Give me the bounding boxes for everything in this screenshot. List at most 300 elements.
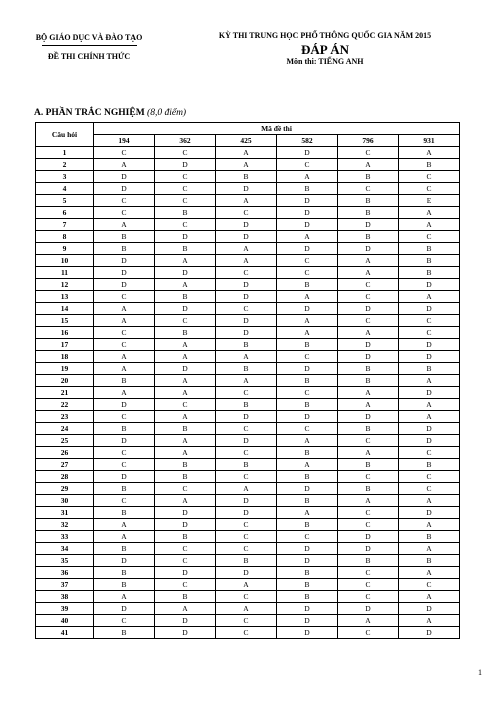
answer-cell: B — [94, 567, 155, 579]
answer-cell: C — [94, 495, 155, 507]
answer-cell: A — [94, 387, 155, 399]
ministry-name: BỘ GIÁO DỤC VÀ ĐÀO TẠO — [35, 33, 143, 42]
answer-cell: D — [277, 615, 338, 627]
answer-cell: D — [338, 531, 399, 543]
answer-cell: C — [216, 387, 277, 399]
table-row — [36, 603, 460, 615]
exam-code: 362 — [155, 135, 216, 147]
answer-cell: B — [94, 231, 155, 243]
answer-cell: C — [216, 447, 277, 459]
answer-cell: B — [155, 207, 216, 219]
answer-cell: B — [338, 195, 399, 207]
answer-cell: B — [216, 555, 277, 567]
table-row — [36, 591, 460, 603]
answer-cell: A — [94, 315, 155, 327]
answer-cell: C — [216, 519, 277, 531]
answer-cell: D — [155, 627, 216, 639]
table-row — [36, 375, 460, 387]
table-row — [36, 183, 460, 195]
answer-cell: D — [94, 471, 155, 483]
answer-cell: A — [94, 159, 155, 171]
answer-cell: B — [399, 459, 460, 471]
question-number: 3 — [36, 171, 94, 183]
answer-cell: B — [155, 243, 216, 255]
question-number: 33 — [36, 531, 94, 543]
answer-cell: C — [277, 423, 338, 435]
official-label: ĐỀ THI CHÍNH THỨC — [47, 52, 131, 62]
answer-cell: A — [277, 171, 338, 183]
answer-cell: A — [338, 267, 399, 279]
answer-cell: A — [94, 303, 155, 315]
exam-code: 194 — [94, 135, 155, 147]
exam-code: 931 — [399, 135, 460, 147]
answer-cell: A — [277, 435, 338, 447]
answer-cell: D — [338, 603, 399, 615]
exam-title: KỲ THI TRUNG HỌC PHỔ THÔNG QUỐC GIA NĂM 2015 — [218, 31, 432, 40]
code-row — [36, 135, 460, 147]
answer-cell: A — [338, 327, 399, 339]
answer-cell: D — [277, 483, 338, 495]
question-number: 25 — [36, 435, 94, 447]
answer-cell: C — [94, 339, 155, 351]
answer-cell: D — [94, 435, 155, 447]
answer-cell: A — [216, 483, 277, 495]
table-row — [36, 507, 460, 519]
question-number: 18 — [36, 351, 94, 363]
answer-cell: A — [155, 387, 216, 399]
answer-cell: D — [338, 351, 399, 363]
table-row — [36, 207, 460, 219]
answer-cell: C — [94, 447, 155, 459]
question-number: 37 — [36, 579, 94, 591]
answer-cell: C — [338, 507, 399, 519]
answer-cell: C — [338, 579, 399, 591]
answer-cell: C — [216, 471, 277, 483]
answer-cell: B — [338, 231, 399, 243]
answer-cell: C — [94, 459, 155, 471]
question-number: 41 — [36, 627, 94, 639]
question-number: 11 — [36, 267, 94, 279]
answer-cell: B — [338, 555, 399, 567]
question-number: 17 — [36, 339, 94, 351]
answer-cell: C — [277, 531, 338, 543]
header-rule — [42, 45, 137, 46]
answer-cell: D — [277, 603, 338, 615]
table-row — [36, 147, 460, 159]
answer-cell: A — [399, 147, 460, 159]
question-number: 35 — [36, 555, 94, 567]
table-row — [36, 459, 460, 471]
answer-cell: B — [277, 339, 338, 351]
table-row — [36, 447, 460, 459]
answer-key-table — [35, 122, 460, 639]
question-number: 32 — [36, 519, 94, 531]
section-title: A. PHẦN TRẮC NGHIỆM — [34, 108, 145, 118]
exam-code: 796 — [338, 135, 399, 147]
answer-cell: A — [399, 399, 460, 411]
question-number: 10 — [36, 255, 94, 267]
question-number: 9 — [36, 243, 94, 255]
table-row — [36, 243, 460, 255]
answer-cell: B — [216, 171, 277, 183]
answer-cell: C — [277, 351, 338, 363]
answer-cell: D — [399, 423, 460, 435]
answer-cell: A — [155, 495, 216, 507]
answer-cell: C — [277, 255, 338, 267]
table-row — [36, 411, 460, 423]
answer-cell: A — [338, 387, 399, 399]
question-number: 13 — [36, 291, 94, 303]
answer-cell: C — [399, 183, 460, 195]
answer-cell: C — [216, 267, 277, 279]
answer-cell: D — [94, 183, 155, 195]
answer-cell: B — [338, 363, 399, 375]
answer-cell: D — [94, 267, 155, 279]
table-row — [36, 279, 460, 291]
answer-cell: B — [277, 591, 338, 603]
answer-cell: B — [399, 255, 460, 267]
answer-cell: B — [399, 555, 460, 567]
answer-cell: B — [216, 363, 277, 375]
answer-cell: B — [277, 279, 338, 291]
answer-cell: D — [277, 195, 338, 207]
answer-cell: D — [155, 615, 216, 627]
answer-cell: A — [338, 615, 399, 627]
answer-cell: C — [399, 171, 460, 183]
answer-cell: C — [399, 579, 460, 591]
answer-cell: C — [216, 591, 277, 603]
answer-cell: D — [216, 231, 277, 243]
answer-cell: B — [216, 339, 277, 351]
answer-cell: C — [216, 543, 277, 555]
answer-cell: D — [338, 339, 399, 351]
answer-cell: D — [399, 387, 460, 399]
answer-cell: D — [399, 303, 460, 315]
answer-cell: B — [94, 627, 155, 639]
table-row — [36, 399, 460, 411]
answer-cell: A — [277, 327, 338, 339]
answer-cell: D — [155, 303, 216, 315]
answer-cell: A — [94, 363, 155, 375]
answer-cell: B — [277, 567, 338, 579]
answer-cell: B — [338, 375, 399, 387]
question-number: 24 — [36, 423, 94, 435]
answer-cell: C — [155, 183, 216, 195]
answer-cell: C — [155, 195, 216, 207]
answer-cell: A — [338, 255, 399, 267]
answer-cell: B — [277, 183, 338, 195]
answer-cell: B — [338, 483, 399, 495]
answer-cell: D — [94, 171, 155, 183]
answer-cell: C — [338, 147, 399, 159]
question-number: 26 — [36, 447, 94, 459]
answer-cell: C — [216, 303, 277, 315]
answer-cell: D — [399, 351, 460, 363]
answer-cell: D — [155, 231, 216, 243]
question-number: 5 — [36, 195, 94, 207]
answer-cell: D — [155, 519, 216, 531]
answer-cell: A — [338, 495, 399, 507]
answer-cell: A — [399, 591, 460, 603]
answer-cell: A — [94, 219, 155, 231]
answer-cell: C — [338, 627, 399, 639]
answer-cell: D — [399, 339, 460, 351]
table-row — [36, 483, 460, 495]
table-row — [36, 363, 460, 375]
question-number: 16 — [36, 327, 94, 339]
table-row — [36, 543, 460, 555]
answer-cell: B — [94, 579, 155, 591]
answer-cell: B — [277, 495, 338, 507]
answer-cell: E — [399, 195, 460, 207]
answer-cell: D — [155, 567, 216, 579]
answer-cell: D — [277, 411, 338, 423]
answer-cell: B — [94, 507, 155, 519]
table-row — [36, 315, 460, 327]
answer-cell: B — [155, 591, 216, 603]
answer-cell: A — [155, 411, 216, 423]
answer-cell: D — [216, 495, 277, 507]
question-number: 27 — [36, 459, 94, 471]
answer-cell: C — [338, 591, 399, 603]
answer-cell: C — [216, 207, 277, 219]
answer-cell: C — [155, 483, 216, 495]
answer-cell: C — [155, 315, 216, 327]
table-row — [36, 255, 460, 267]
answer-cell: C — [399, 483, 460, 495]
answer-cell: A — [155, 339, 216, 351]
answer-cell: D — [338, 303, 399, 315]
answer-cell: B — [155, 291, 216, 303]
answer-cell: A — [277, 507, 338, 519]
answer-cell: B — [277, 375, 338, 387]
answer-cell: A — [277, 231, 338, 243]
answer-cell: A — [216, 579, 277, 591]
answer-cell: B — [94, 483, 155, 495]
table-row — [36, 579, 460, 591]
question-number: 6 — [36, 207, 94, 219]
answer-cell: D — [338, 219, 399, 231]
answer-cell: C — [216, 531, 277, 543]
answer-cell: D — [277, 555, 338, 567]
answer-cell: D — [216, 219, 277, 231]
answer-cell: C — [277, 159, 338, 171]
question-number: 15 — [36, 315, 94, 327]
answer-cell: B — [277, 579, 338, 591]
answer-cell: C — [399, 327, 460, 339]
table-row — [36, 615, 460, 627]
exam-code: 425 — [216, 135, 277, 147]
answer-cell: B — [399, 267, 460, 279]
answer-cell: D — [399, 279, 460, 291]
table-row — [36, 171, 460, 183]
answer-cell: B — [155, 459, 216, 471]
answer-cell: B — [94, 243, 155, 255]
answer-cell: B — [216, 399, 277, 411]
answer-cell: C — [155, 555, 216, 567]
answer-cell: D — [155, 363, 216, 375]
answer-cell: D — [94, 255, 155, 267]
table-row — [36, 195, 460, 207]
table-row — [36, 219, 460, 231]
table-row — [36, 351, 460, 363]
answer-cell: D — [216, 279, 277, 291]
answer-cell: A — [155, 447, 216, 459]
answer-cell: D — [155, 507, 216, 519]
answer-cell: A — [399, 519, 460, 531]
answer-cell: D — [155, 267, 216, 279]
answer-cell: D — [277, 543, 338, 555]
table-row — [36, 339, 460, 351]
answer-cell: C — [94, 411, 155, 423]
question-number: 1 — [36, 147, 94, 159]
answer-cell: A — [399, 615, 460, 627]
answer-cell: C — [94, 195, 155, 207]
answer-cell: A — [216, 243, 277, 255]
answer-cell: C — [338, 519, 399, 531]
answer-cell: B — [399, 243, 460, 255]
answer-cell: B — [277, 519, 338, 531]
section-points: (8,0 điểm) — [147, 108, 187, 118]
answer-cell: C — [94, 147, 155, 159]
question-number: 38 — [36, 591, 94, 603]
answer-cell: C — [155, 147, 216, 159]
table-row — [36, 387, 460, 399]
answer-cell: D — [216, 183, 277, 195]
answer-cell: C — [399, 471, 460, 483]
question-number: 39 — [36, 603, 94, 615]
answer-cell: A — [399, 375, 460, 387]
answer-cell: A — [216, 255, 277, 267]
question-number: 30 — [36, 495, 94, 507]
question-header: Câu hỏi — [36, 123, 94, 147]
question-number: 21 — [36, 387, 94, 399]
question-number: 4 — [36, 183, 94, 195]
exam-code: 582 — [277, 135, 338, 147]
table-row — [36, 231, 460, 243]
answer-cell: C — [399, 315, 460, 327]
answer-title: ĐÁP ÁN — [300, 41, 350, 57]
answer-cell: A — [277, 315, 338, 327]
answer-cell: D — [277, 363, 338, 375]
answer-cell: C — [155, 171, 216, 183]
question-number: 14 — [36, 303, 94, 315]
answer-cell: D — [277, 627, 338, 639]
answer-cell: D — [94, 399, 155, 411]
answer-cell: D — [94, 555, 155, 567]
question-number: 28 — [36, 471, 94, 483]
answer-cell: C — [155, 399, 216, 411]
answer-cell: A — [399, 219, 460, 231]
answer-cell: A — [155, 375, 216, 387]
subject-label: Môn thi: TIẾNG ANH — [286, 57, 364, 67]
answer-cell: A — [216, 603, 277, 615]
answer-cell: B — [94, 543, 155, 555]
table-row — [36, 471, 460, 483]
answer-cell: A — [277, 459, 338, 471]
answer-cell: C — [338, 471, 399, 483]
answer-cell: B — [399, 159, 460, 171]
question-number: 29 — [36, 483, 94, 495]
answer-cell: D — [94, 603, 155, 615]
table-row — [36, 267, 460, 279]
answer-cell: C — [155, 579, 216, 591]
answer-cell: B — [338, 423, 399, 435]
answer-cell: D — [277, 207, 338, 219]
answer-cell: D — [338, 543, 399, 555]
answer-cell: A — [155, 255, 216, 267]
answer-cell: A — [399, 543, 460, 555]
section-heading — [34, 108, 186, 118]
answer-cell: C — [399, 231, 460, 243]
table-row — [36, 555, 460, 567]
answer-cell: D — [399, 435, 460, 447]
table-header-row — [36, 123, 460, 135]
question-number: 40 — [36, 615, 94, 627]
answer-cell: B — [399, 363, 460, 375]
answer-cell: B — [155, 531, 216, 543]
answer-cell: C — [338, 435, 399, 447]
answer-cell: B — [94, 423, 155, 435]
table-row — [36, 423, 460, 435]
answer-cell: A — [94, 531, 155, 543]
answer-cell: A — [338, 399, 399, 411]
question-number: 2 — [36, 159, 94, 171]
answer-cell: B — [155, 471, 216, 483]
answer-cell: D — [399, 507, 460, 519]
answer-cell: C — [399, 447, 460, 459]
answer-cell: D — [216, 327, 277, 339]
answer-cell: D — [216, 567, 277, 579]
answer-cell: C — [216, 627, 277, 639]
answer-cell: A — [155, 603, 216, 615]
answer-cell: C — [338, 315, 399, 327]
answer-cell: A — [216, 147, 277, 159]
table-row — [36, 435, 460, 447]
answer-cell: C — [94, 207, 155, 219]
answer-cell: B — [338, 207, 399, 219]
answer-cell: D — [277, 303, 338, 315]
answer-cell: D — [155, 159, 216, 171]
answer-cell: C — [216, 615, 277, 627]
answer-cell: C — [94, 291, 155, 303]
answer-cell: A — [216, 351, 277, 363]
question-number: 8 — [36, 231, 94, 243]
answer-cell: A — [94, 519, 155, 531]
question-number: 34 — [36, 543, 94, 555]
answer-cell: C — [216, 423, 277, 435]
answer-cell: A — [155, 279, 216, 291]
answer-cell: B — [94, 375, 155, 387]
answer-cell: C — [338, 183, 399, 195]
answer-cell: B — [338, 459, 399, 471]
answer-cell: C — [155, 543, 216, 555]
answer-cell: B — [155, 327, 216, 339]
code-header: Mã đề thi — [94, 123, 460, 135]
answer-cell: D — [216, 435, 277, 447]
answer-cell: C — [155, 219, 216, 231]
question-number: 31 — [36, 507, 94, 519]
answer-cell: A — [216, 375, 277, 387]
answer-cell: A — [399, 411, 460, 423]
question-number: 22 — [36, 399, 94, 411]
answer-cell: B — [277, 399, 338, 411]
answer-cell: D — [277, 147, 338, 159]
table-row — [36, 159, 460, 171]
answer-cell: D — [94, 279, 155, 291]
answer-cell: D — [216, 507, 277, 519]
answer-cell: A — [277, 291, 338, 303]
